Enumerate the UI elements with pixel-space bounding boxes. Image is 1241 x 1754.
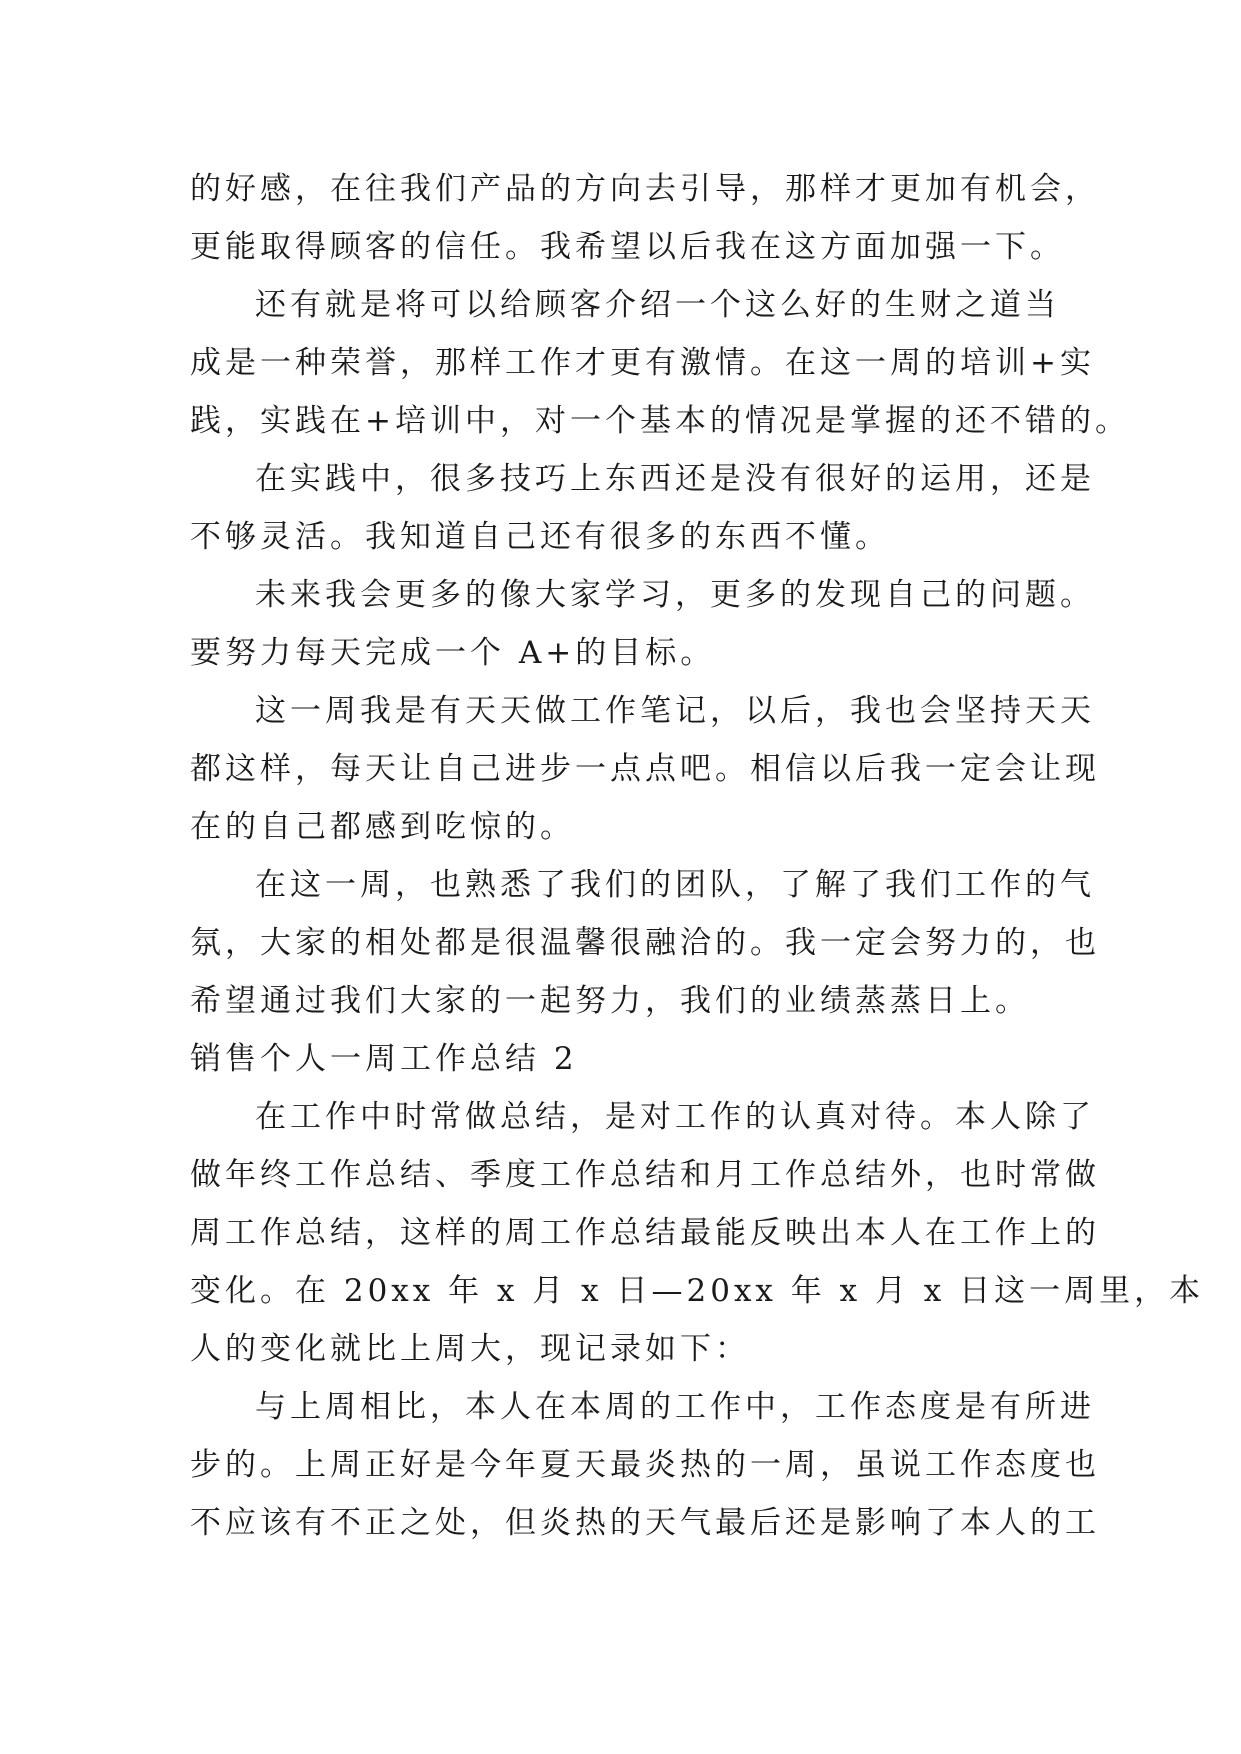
paragraph xyxy=(190,1378,1100,1552)
text-line: 还有就是将可以给顾客介绍一个这么好的生财之道当 xyxy=(255,287,1060,323)
text-line: 在实践中，很多技巧上东西还是没有很好的运用，还是 xyxy=(255,461,1095,497)
paragraph xyxy=(190,450,1095,566)
paragraph xyxy=(190,856,1100,1030)
text-line: 做年终工作总结、季度工作总结和月工作总结外，也时常做 xyxy=(190,1157,1100,1193)
text-line: 希望通过我们大家的一起努力，我们的业绩蒸蒸日上。 xyxy=(190,983,1030,1019)
text-line: 的好感，在往我们产品的方向去引导，那样才更加有机会， xyxy=(190,171,1100,207)
document-body xyxy=(190,160,1205,1552)
text-line: 更能取得顾客的信任。我希望以后我在这方面加强一下。 xyxy=(190,229,1065,265)
text-line: 在工作中时常做总结，是对工作的认真对待。本人除了 xyxy=(255,1099,1095,1135)
paragraph xyxy=(190,160,1100,276)
text-line: 都这样，每天让自己进步一点点吧。相信以后我一定会让现 xyxy=(190,751,1100,787)
text-line: 与上周相比，本人在本周的工作中，工作态度是有所进 xyxy=(255,1389,1095,1425)
text-line: 成是一种荣誉，那样工作才更有激情。在这一周的培训+实 xyxy=(190,345,1095,381)
paragraph xyxy=(190,276,1130,450)
paragraph xyxy=(190,566,1095,682)
text-line: 在这一周，也熟悉了我们的团队，了解了我们工作的气 xyxy=(255,867,1095,903)
section-heading xyxy=(190,1030,1062,1088)
text-line: 不应该有不正之处，但炎热的天气最后还是影响了本人的工 xyxy=(190,1505,1100,1541)
text-line: 在的自己都感到吃惊的。 xyxy=(190,809,575,845)
text-line: 要努力每天完成一个 A+的目标。 xyxy=(190,635,716,671)
text-line: 变化。在 20xx 年 x 月 x 日—20xx 年 x 月 x 日这一周里，本 xyxy=(190,1273,1205,1309)
text-line: 这一周我是有天天做工作笔记，以后，我也会坚持天天 xyxy=(255,693,1095,729)
text-line: 践，实践在+培训中，对一个基本的情况是掌握的还不错的。 xyxy=(190,403,1130,439)
text-line: 未来我会更多的像大家学习，更多的发现自己的问题。 xyxy=(255,577,1095,613)
text-line: 人的变化就比上周大，现记录如下： xyxy=(190,1331,750,1367)
text-line: 步的。上周正好是今年夏天最炎热的一周，虽说工作态度也 xyxy=(190,1447,1100,1483)
paragraph xyxy=(190,1088,1205,1378)
heading-text: 销售个人一周工作总结 2 xyxy=(190,1041,578,1077)
text-line: 周工作总结，这样的周工作总结最能反映出本人在工作上的 xyxy=(190,1215,1100,1251)
paragraph xyxy=(190,682,1100,856)
text-line: 氛，大家的相处都是很温馨很融洽的。我一定会努力的，也 xyxy=(190,925,1100,961)
text-line: 不够灵活。我知道自己还有很多的东西不懂。 xyxy=(190,519,890,555)
